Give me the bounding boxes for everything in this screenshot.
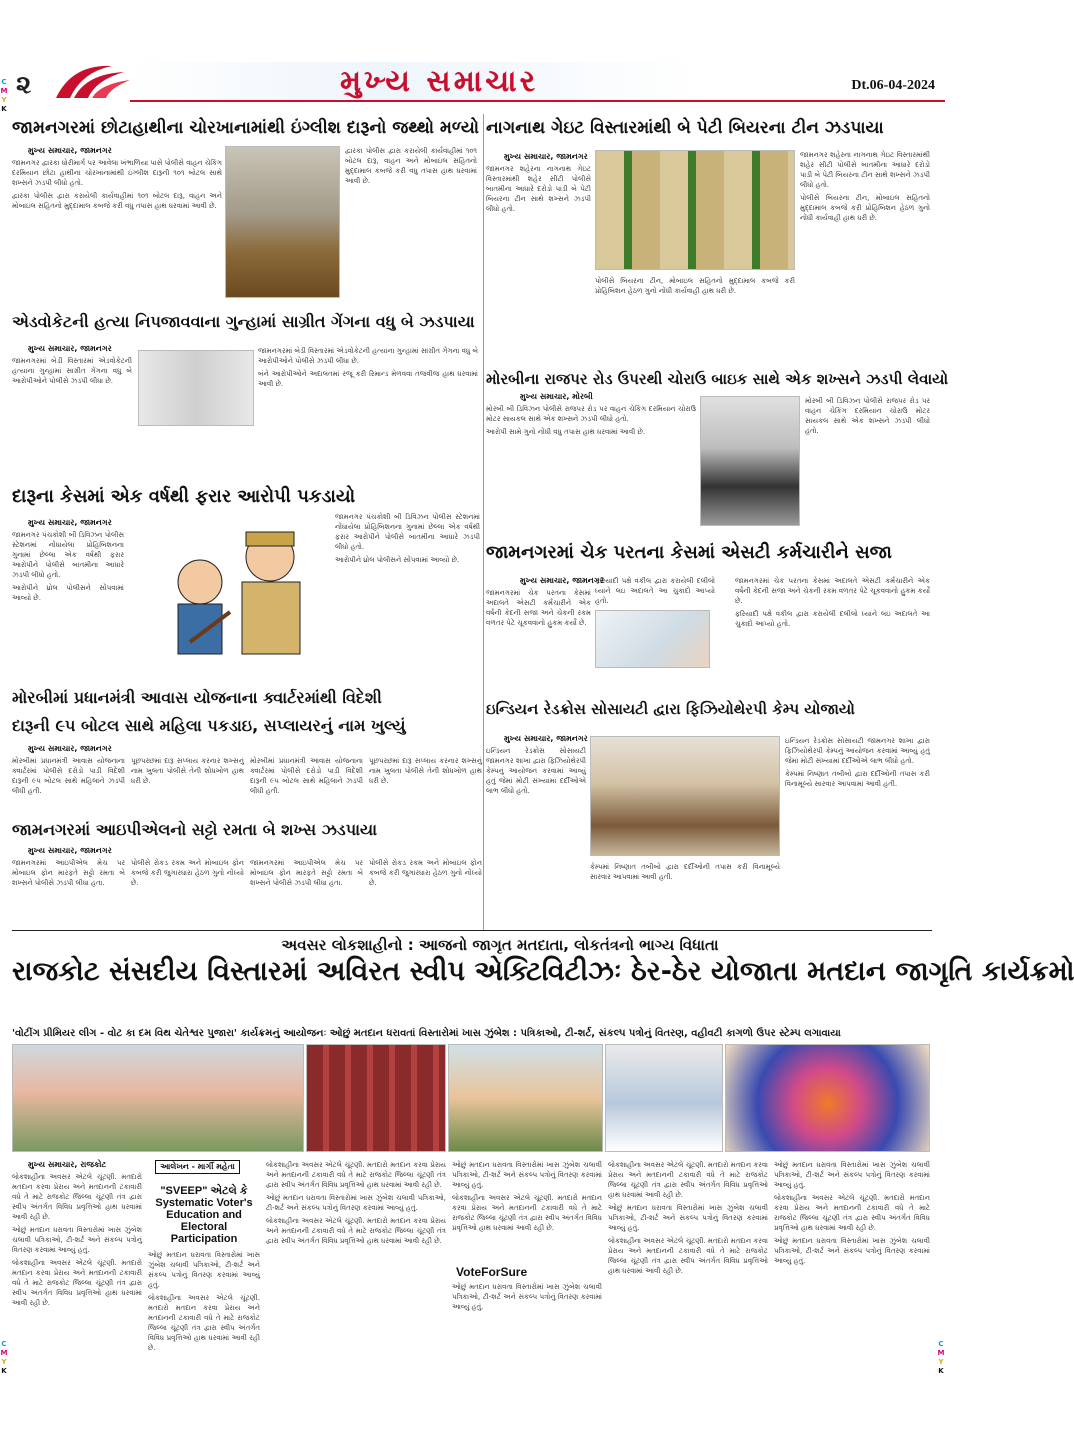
article-8-dateline: મુખ્ય સમાચાર, જામનગર [28,846,112,855]
article-8-headline: જામનગરમાં આઇપીએલનો સટ્ટો રમતા બે શખ્સ ઝડપાયા [12,820,378,839]
issue-date: Dt.06-04-2024 [851,78,935,93]
article-5-body-cont: જામનગર પંચકોશી બી ડિવિઝન પોલીસ સ્ટેશનમાં નોંધાયેલા પ્રોહિબિશનના ગુનામાં છેલ્લા એક વર્ષથી ફરાર આરોપીને પોલીસે બાતમીના આધારે ઝડપી લીધો હતો. આરોપીને ધ્રોલ પોલીસને સોંપવામાં આવ્યો છે. [335,513,480,564]
column-divider [483,114,484,930]
article-9-headline: ઇન્ડિયન રેડક્રોસ સોસાયટી દ્વારા ફિઝિયોથેરપી કેમ્પ યોજાયો [486,700,855,718]
feature-body-col-5: લોકશાહીના અવસર એટલે ચૂંટણી. મતદારો મતદાન કરવા પ્રેરાય અને મતદાનની ટકાવારી વધે તે માટે રાજકોટ જિલ્લા ચૂંટણી તંત્ર દ્વારા સ્વીપ અંતર્ગત વિવિધ પ્રવૃત્તિઓ હાથ ધરવામાં આવી રહી છે. ઓછું મતદાન ધરાવતા વિસ્તારોમાં ખાસ ઝુંબેશ ચલાવી પત્રિકાઓ, ટી-શર્ટ અને સંકલ્પ પત્રોનું વિતરણ કરવામાં આવ્યું હતું. લોકશાહીના અવસર એટલે ચૂંટણી. મતદારો મતદાન કરવા પ્રેરાય અને મતદાનની ટકાવારી વધે તે માટે રાજકોટ જિલ્લા ચૂંટણી તંત્ર દ્વારા સ્વીપ અંતર્ગત વિવિધ પ્રવૃત્તિઓ હાથ ધરવામાં આવી રહી છે. [608,1161,768,1275]
article-7-body: મોરબીમાં પ્રધાનમંત્રી આવાસ યોજનાના ક્વાર્ટરમાં પોલીસે દરોડો પાડી વિદેશી દારૂની ૯૫ બોટલ સાથે મહિલાને ઝડપી લીધી હતી. પૂછપરછમાં દારૂ સપ્લાય કરનાર શખ્સનું નામ ખુલતા પોલીસે તેની શોધખોળ હાથ ધરી છે. મોરબીમાં પ્રધાનમંત્રી આવાસ યોજનાના ક્વાર્ટરમાં પોલીસે દરોડો પાડી વિદેશી દારૂની ૯૫ બોટલ સાથે મહિલાને ઝડપી લીધી હતી. પૂછપરછમાં દારૂ સપ્લાય કરનાર શખ્સનું નામ ખુલતા પોલીસે તેની શોધખોળ હાથ ધરી છે. [12,757,482,795]
article-2-body-right: જામનગર શહેરના નાગનાથ ગેઇટ વિસ્તારમાંથી શહેર સીટી પોલીસે બાતમીના આધારે દરોડો પાડી બે પેટી બિયરના ટીન સાથે શખ્સને ઝડપી લીધો હતો. પોલીસે બિયરના ટીન, મોબાઇલ સહિતનો મુદ્દામાલ કબજે કરી પ્રોહિબિશન હેઠળ ગુનો નોંધી કાર્યવાહી હાથ ધરી છે. [800,151,930,222]
article-7-dateline: મુખ્ય સમાચાર, જામનગર [28,744,112,753]
article-2-photo [595,150,795,270]
article-3-body-cont: જામનગરમાં બેડી વિસ્તારમાં એડવોકેટની હત્યાના ગુન્હામાં સાગ્રીત ગેંગના વધુ બે આરોપીઓને પોલીસે ઝડપી લીધા છે. બંને આરોપીઓને અદાલતમાં રજૂ કરી રિમાન્ડ મેળવવા તજવીજ હાથ ધરવામાં આવી છે. [258,347,479,388]
section-title: મુખ્ય સમાચાર [340,64,539,99]
article-2-headline: નાગનાથ ગેઇટ વિસ્તારમાંથી બે પેટી બિયરના ટીન ઝડપાયા [486,118,884,138]
cmyk-strip-right-bottom: C M Y K [937,1340,945,1375]
article-6-dateline: મુખ્ય સમાચાર, જામનગર [520,576,604,585]
feature-body-col-6: ઓછું મતદાન ધરાવતા વિસ્તારોમાં ખાસ ઝુંબેશ ચલાવી પત્રિકાઓ, ટી-શર્ટ અને સંકલ્પ પત્રોનું વિતરણ કરવામાં આવ્યું હતું. લોકશાહીના અવસર એટલે ચૂંટણી. મતદારો મતદાન કરવા પ્રેરાય અને મતદાનની ટકાવારી વધે તે માટે રાજકોટ જિલ્લા ચૂંટણી તંત્ર દ્વારા સ્વીપ અંતર્ગત વિવિધ પ્રવૃત્તિઓ હાથ ધરવામાં આવી રહી છે. ઓછું મતદાન ધરાવતા વિસ્તારોમાં ખાસ ઝુંબેશ ચલાવી પત્રિકાઓ, ટી-શર્ટ અને સંકલ્પ પત્રોનું વિતરણ કરવામાં આવ્યું હતું. [774,1161,930,1265]
feature-photo-5 [725,1044,930,1152]
article-6-body-mid: ફરિયાદી પક્ષે વકીલ દ્વારા કરાયેલી દલીલો ધ્યાને લઇ અદાલતે આ ચુકાદો આપ્યો હતો. [595,577,715,605]
article-9-body-bottom: કેમ્પમાં નિષ્ણાત તબીબો દ્વારા દર્દીઓની તપાસ કરી વિનામૂલ્યે સારવાર આપવામાં આવી હતી. [590,863,780,881]
article-6-cheque-photo [595,610,710,668]
article-4-body-cont: મોરબી બી ડિવિઝન પોલીસે રાજપર રોડ પર વાહન ચેકિંગ દરમિયાન ચોરાઉ મોટર સાયકલ સાથે એક શખ્સને ઝડપી લીધો હતો. [805,397,930,435]
cmyk-strip-left-bottom: C M Y K [0,1340,8,1375]
feature-divider [12,930,932,931]
article-4-dateline: મુખ્ય સમાચાર, મોરબી [520,392,593,401]
article-4-headline: મોરબીના રાજપર રોડ ઉપરથી ચોરાઉ બાઇક સાથે એક શખ્સને ઝડપી લેવાયો [486,370,949,388]
article-1-photo [225,146,340,298]
voteforsure-tag: VoteForSure [456,1265,528,1279]
article-5-dateline: મુખ્ય સમાચાર, જામનગર [28,518,112,527]
article-4-body: મોરબી બી ડિવિઝન પોલીસે રાજપર રોડ પર વાહન ચેકિંગ દરમિયાન ચોરાઉ મોટર સાયકલ સાથે એક શખ્સને ઝડપી લીધો હતો. આરોપી સામે ગુનો નોંધી વધુ તપાસ હાથ ધરવામાં આવી છે. [486,405,696,436]
article-8-body: જામનગરમાં આઇપીએલ મેચ પર મોબાઇલ ફોન મારફતે સટ્ટો રમતા બે શખ્સને પોલીસે ઝડપી લીધા હતા. પોલીસે રોકડ રકમ અને મોબાઇલ ફોન કબજે કરી જુગારધારા હેઠળ ગુનો નોંધ્યો છે. જામનગરમાં આઇપીએલ મેચ પર મોબાઇલ ફોન મારફતે સટ્ટો રમતા બે શખ્સને પોલીસે ઝડપી લીધા હતા. પોલીસે રોકડ રકમ અને મોબાઇલ ફોન કબજે કરી જુગારધારા હેઠળ ગુનો નોંધ્યો છે. [12,859,482,887]
article-3-dateline: મુખ્ય સમાચાર, જામનગર [28,344,112,353]
article-9-dateline: મુખ્ય સમાચાર, જામનગર [504,734,588,743]
article-5-police-cartoon [130,512,330,662]
article-2-body-cont: પોલીસે બિયરના ટીન, મોબાઇલ સહિતનો મુદ્દામાલ કબજે કરી પ્રોહિબિશન હેઠળ ગુનો નોંધી કાર્યવાહી હાથ ધરી છે. [595,277,795,295]
cmyk-strip-left: C M Y K [0,78,8,113]
article-4-photo [700,396,800,526]
feature-photo-1 [12,1044,304,1152]
article-6-body-right: જામનગરમાં ચેક પરતના કેસમાં અદાલતે એસટી કર્મચારીને એક વર્ષની કેદની સજા અને ચેકની રકમ વળતર પેટે ચૂકવવાનો હુકમ કર્યો છે. ફરિયાદી પક્ષે વકીલ દ્વારા કરાયેલી દલીલો ધ્યાને લઇ અદાલતે આ ચુકાદો આપ્યો હતો. [735,577,930,628]
feature-body-col-2: ઓછું મતદાન ધરાવતા વિસ્તારોમાં ખાસ ઝુંબેશ ચલાવી પત્રિકાઓ, ટી-શર્ટ અને સંકલ્પ પત્રોનું વિતરણ કરવામાં આવ્યું હતું. લોકશાહીના અવસર એટલે ચૂંટણી. મતદારો મતદાન કરવા પ્રેરાય અને મતદાનની ટકાવારી વધે તે માટે રાજકોટ જિલ્લા ચૂંટણી તંત્ર દ્વારા સ્વીપ અંતર્ગત વિવિધ પ્રવૃત્તિઓ હાથ ધરવામાં આવી રહી છે. [148,1251,260,1352]
sveep-callout: "SVEEP" એટલે કે Systematic Voter's Education and Electoral Participation [155,1185,253,1245]
feature-subhead: 'વોટીંગ પ્રીમિયર લીગ - વોટ કા દમ વિથ ચેતેશ્વર પુજારા' કાર્યક્રમનું આયોજનઃ ઓછું મતદાન ધરાવતાં વિસ્તારોમાં ખાસ ઝુંબેશ : પત્રિકાઓ, ટી-શર્ટ, સંકલ્પ પત્રોનું વિતરણ, વહીવટી કાગળો ઉપર સ્ટેમ્પ લગાવાયા [12,1028,841,1039]
feature-body-col-4: ઓછું મતદાન ધરાવતા વિસ્તારોમાં ખાસ ઝુંબેશ ચલાવી પત્રિકાઓ, ટી-શર્ટ અને સંકલ્પ પત્રોનું વિતરણ કરવામાં આવ્યું હતું. લોકશાહીના અવસર એટલે ચૂંટણી. મતદારો મતદાન કરવા પ્રેરાય અને મતદાનની ટકાવારી વધે તે માટે રાજકોટ જિલ્લા ચૂંટણી તંત્ર દ્વારા સ્વીપ અંતર્ગત વિવિધ પ્રવૃત્તિઓ હાથ ધરવામાં આવી રહી છે. [452,1161,602,1232]
article-3-photo [138,350,254,426]
article-6-headline: જામનગરમાં ચેક પરતના કેસમાં એસટી કર્મચારીને સજા [486,542,892,563]
page-number: ૨ [16,70,32,100]
feature-headline: રાજકોટ સંસદીય વિસ્તારમાં અવિરત સ્વીપ એક્ટિવિટીઝઃ ઠેર-ઠેર યોજાતા મતદાન જાગૃતિ કાર્યક્રમો [12,956,1074,987]
article-2-dateline: મુખ્ય સમાચાર, જામનગર [504,152,588,161]
article-1-body: જામનગર દ્વારકા ધોરીમાર્ગ પર આવેલા ખંભાળિયા પાસે પોલીસે વાહન ચેકિંગ દરમિયાન છોટા હાથીના ચોરખાનામાંથી ઇંગ્લીશ દારૂની ૧૦૧ બોટલ સાથે શખ્સને ઝડપી લીધો હતો. દ્વારકા પોલીસ દ્વારા કરાયેલી કાર્યવાહીમાં ૧૦૧ બોટલ દારૂ, વાહન અને મોબાઇલ સહિતનો મુદ્દામાલ કબજે કરી વધુ તપાસ હાથ ધરવામાં આવી છે. [12,159,222,210]
article-1-headline: જામનગરમાં છોટાહાથીના ચોરખાનામાંથી ઇંગ્લીશ દારૂનો જથ્થો મળ્યો [12,118,480,138]
article-9-body-right: ઇન્ડિયન રેડક્રોસ સોસાયટી જામનગર શાખા દ્વારા ફિઝિયોથેરપી કેમ્પનું આયોજન કરવામાં આવ્યું હતું જેમાં મોટી સંખ્યામાં દર્દીઓએ લાભ લીધો હતો. કેમ્પમાં નિષ્ણાત તબીબો દ્વારા દર્દીઓની તપાસ કરી વિનામૂલ્યે સારવાર આપવામાં આવી હતી. [785,737,930,788]
article-2-body: જામનગર શહેરના નાગનાથ ગેઇટ વિસ્તારમાંથી શહેર સીટી પોલીસે બાતમીના આધારે દરોડો પાડી બે પેટી બિયરના ટીન સાથે શખ્સને ઝડપી લીધો હતો. [486,165,591,213]
newspaper-logo [52,60,132,102]
feature-dateline: મુખ્ય સમાચાર, રાજકોટ [28,1160,107,1169]
article-6-body: જામનગરમાં ચેક પરતના કેસમાં અદાલતે એસટી કર્મચારીને એક વર્ષની કેદની સજા અને ચેકની રકમ વળતર પેટે ચૂકવવાનો હુકમ કર્યો છે. [486,589,591,627]
feature-photo-2 [306,1044,446,1152]
article-9-body: ઇન્ડિયન રેડક્રોસ સોસાયટી જામનગર શાખા દ્વારા ફિઝિયોથેરપી કેમ્પનું આયોજન કરવામાં આવ્યું હતું જેમાં મોટી સંખ્યામાં દર્દીઓએ લાભ લીધો હતો. [486,747,586,795]
article-5-body: જામનગર પંચકોશી બી ડિવિઝન પોલીસ સ્ટેશનમાં નોંધાયેલા પ્રોહિબિશનના ગુનામાં છેલ્લા એક વર્ષથી ફરાર આરોપીને પોલીસે બાતમીના આધારે ઝડપી લીધો હતો. આરોપીને ધ્રોલ પોલીસને સોંપવામાં આવ્યો છે. [12,531,124,602]
feature-body-col-3: લોકશાહીના અવસર એટલે ચૂંટણી. મતદારો મતદાન કરવા પ્રેરાય અને મતદાનની ટકાવારી વધે તે માટે રાજકોટ જિલ્લા ચૂંટણી તંત્ર દ્વારા સ્વીપ અંતર્ગત વિવિધ પ્રવૃત્તિઓ હાથ ધરવામાં આવી રહી છે. ઓછું મતદાન ધરાવતા વિસ્તારોમાં ખાસ ઝુંબેશ ચલાવી પત્રિકાઓ, ટી-શર્ટ અને સંકલ્પ પત્રોનું વિતરણ કરવામાં આવ્યું હતું. લોકશાહીના અવસર એટલે ચૂંટણી. મતદારો મતદાન કરવા પ્રેરાય અને મતદાનની ટકાવારી વધે તે માટે રાજકોટ જિલ્લા ચૂંટણી તંત્ર દ્વારા સ્વીપ અંતર્ગત વિવિધ પ્રવૃત્તિઓ હાથ ધરવામાં આવી રહી છે. [266,1161,446,1245]
feature-kicker: અવસર લોકશાહીનો : આજનો જાગૃત મતદાતા, લોકતંત્રનો ભાગ્ય વિધાતા [281,936,719,954]
feature-body-col-4b: ઓછું મતદાન ધરાવતા વિસ્તારોમાં ખાસ ઝુંબેશ ચલાવી પત્રિકાઓ, ટી-શર્ટ અને સંકલ્પ પત્રોનું વિતરણ કરવામાં આવ્યું હતું. [452,1283,602,1311]
article-5-headline: દારૂના કેસમાં એક વર્ષથી ફરાર આરોપી પકડાયો [12,486,356,507]
article-3-headline: એડવોકેટની હત્યા નિપજાવવાના ગુન્હામાં સાગ્રીત ગેંગના વધુ બે ઝડપાયા [12,312,475,331]
article-7-headline: મોરબીમાં પ્રધાનમંત્રી આવાસ યોજનાના ક્વાર્ટરમાંથી વિદેશી [12,688,382,707]
article-7-headline-line2: દારૂની ૯૫ બોટલ સાથે મહિલા પકડાઇ, સપ્લાયરનું નામ ખુલ્યું [12,716,406,735]
feature-photo-4 [605,1044,723,1152]
article-1-body-cont: દ્વારકા પોલીસ દ્વારા કરાયેલી કાર્યવાહીમાં ૧૦૧ બોટલ દારૂ, વાહન અને મોબાઇલ સહિતનો મુદ્દામાલ કબજે કરી વધુ તપાસ હાથ ધરવામાં આવી છે. [345,147,477,185]
feature-byline: આલેખન - માર્ગી મહેતા [155,1160,240,1174]
article-3-body: જામનગરમાં બેડી વિસ્તારમાં એડવોકેટની હત્યાના ગુન્હામાં સાગ્રીત ગેંગના વધુ બે આરોપીઓને પોલીસે ઝડપી લીધા છે. [12,357,132,385]
feature-photo-3 [448,1044,603,1152]
article-1-dateline: મુખ્ય સમાચાર, જામનગર [28,146,112,155]
article-9-photo [590,736,780,856]
masthead [0,58,945,108]
feature-body-col-1: લોકશાહીના અવસર એટલે ચૂંટણી. મતદારો મતદાન કરવા પ્રેરાય અને મતદાનની ટકાવારી વધે તે માટે રાજકોટ જિલ્લા ચૂંટણી તંત્ર દ્વારા સ્વીપ અંતર્ગત વિવિધ પ્રવૃત્તિઓ હાથ ધરવામાં આવી રહી છે. ઓછું મતદાન ધરાવતા વિસ્તારોમાં ખાસ ઝુંબેશ ચલાવી પત્રિકાઓ, ટી-શર્ટ અને સંકલ્પ પત્રોનું વિતરણ કરવામાં આવ્યું હતું. લોકશાહીના અવસર એટલે ચૂંટણી. મતદારો મતદાન કરવા પ્રેરાય અને મતદાનની ટકાવારી વધે તે માટે રાજકોટ જિલ્લા ચૂંટણી તંત્ર દ્વારા સ્વીપ અંતર્ગત વિવિધ પ્રવૃત્તિઓ હાથ ધરવામાં આવી રહી છે. [12,1173,142,1307]
